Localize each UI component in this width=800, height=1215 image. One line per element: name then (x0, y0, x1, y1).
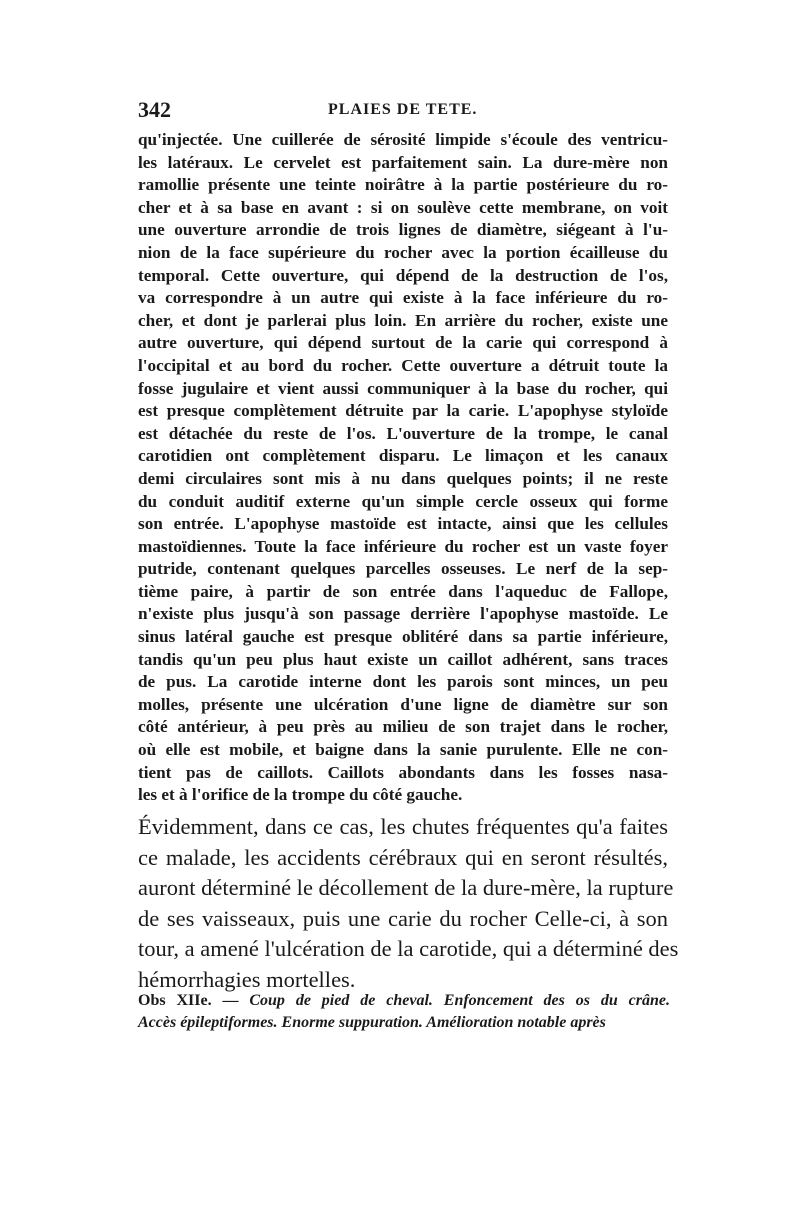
text-line: une ouverture arrondie de trois lignes de diamètre, siégeant à l'u- (138, 220, 668, 240)
paragraph-conclusion (138, 812, 679, 996)
text-line: est détachée du reste de l'os. L'ouverture de la trompe, le canal (138, 423, 668, 443)
text-line: tour, a amené l'ulcération de la carotide, qui a déterminé des (138, 936, 679, 962)
text-line: hémorrhagies mortelles. (138, 966, 356, 992)
text-line: demi circulaires sont mis à nu dans quelques points; il ne reste (138, 468, 668, 488)
text-line: sinus latéral gauche est presque oblitéré dans sa partie inférieure, (138, 627, 668, 647)
text-line: tième paire, à partir de son entrée dans l'aqueduc de Fallope, (138, 581, 668, 601)
text-line: les et à l'orifice de la trompe du côté gauche. (138, 785, 463, 805)
text-line: molles, présente une ulcération d'une ligne de diamètre sur son (138, 694, 668, 714)
text-line: où elle est mobile, et baigne dans la sanie purulente. Elle ne con- (138, 740, 668, 760)
page-header (138, 97, 670, 125)
text-line: l'occipital et au bord du rocher. Cette ouverture a détruit toute la (138, 355, 668, 375)
text-line: temporal. Cette ouverture, qui dépend de la destruction de l'os, (138, 265, 668, 285)
text-line: ce malade, les accidents cérébraux qui en seront résultés, (138, 844, 668, 870)
text-line: son entrée. L'apophyse mastoïde est intacte, ainsi que les cellules (138, 514, 668, 534)
text-line: ramollie présente une teinte noirâtre à la partie postérieure du ro- (138, 175, 668, 195)
observation-label: Obs XIIe. — (138, 992, 239, 1009)
text-line: tandis qu'un peu plus haut existe un caillot adhérent, sans traces (138, 649, 668, 669)
text-line: fosse jugulaire et vient aussi communiquer à la base du rocher, qui (138, 378, 668, 398)
text-line: auront déterminé le décollement de la dure-mère, la rupture (138, 875, 674, 901)
text-line: du conduit auditif externe qu'un simple cercle osseux qui forme (138, 491, 668, 511)
paragraph-autopsy (138, 129, 668, 807)
text-line: côté antérieur, à peu près au milieu de son trajet dans le rocher, (138, 717, 668, 737)
observation-heading (138, 990, 670, 1034)
text-line: cher et à sa base en avant : si on soulève cette membrane, on voit (138, 197, 668, 217)
observation-title-line2: Accès épileptiformes. Enorme suppuration. Amélioration notable après (138, 1014, 606, 1031)
text-line: cher, et dont je parlerai plus loin. En arrière du rocher, existe une (138, 310, 668, 330)
text-line: Évidemment, dans ce cas, les chutes fréquentes qu'a faites (138, 814, 668, 839)
text-line: qu'injectée. Une cuillerée de sérosité limpide s'écoule des ventricu- (138, 130, 668, 149)
text-line: n'existe plus jusqu'à son passage derrière l'apophyse mastoïde. Le (138, 604, 668, 624)
text-line: carotidien ont complètement disparu. Le limaçon et les canaux (138, 446, 668, 466)
text-line: de ses vaisseaux, puis une carie du rocher Celle-ci, à son (138, 905, 668, 931)
text-line: de pus. La carotide interne dont les parois sont minces, un peu (138, 672, 668, 692)
text-line: va correspondre à un autre qui existe à la face inférieure du ro- (138, 288, 668, 308)
text-line: nion de la face supérieure du rocher avec la portion écailleuse du (138, 242, 668, 262)
text-line: est presque complètement détruite par la carie. L'apophyse styloïde (138, 401, 668, 421)
text-line: les latéraux. Le cervelet est parfaitement sain. La dure-mère non (138, 152, 668, 172)
text-line: putride, contenant quelques parcelles osseuses. Le nerf de la sep- (138, 559, 668, 579)
observation-title-line1: Coup de pied de cheval. Enfoncement des os du crâne. (249, 992, 671, 1009)
text-line: mastoïdiennes. Toute la face inférieure du rocher est un vaste foyer (138, 536, 668, 556)
text-line: autre ouverture, qui dépend surtout de la carie qui correspond à (138, 333, 668, 353)
running-head: PLAIES DE TETE. (328, 101, 478, 118)
page-number: 342 (138, 97, 171, 122)
text-line: tient pas de caillots. Caillots abondants dans les fosses nasa- (138, 762, 668, 782)
